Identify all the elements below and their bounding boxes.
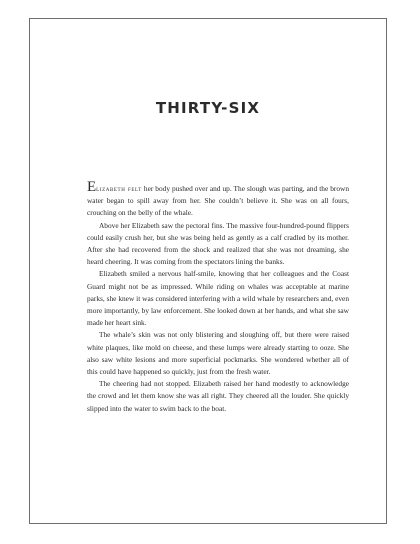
paragraph: The whale’s skin was not only blistering and sloughing off, but there were raised white plaques, like mold on cheese, and these lumps were already starting to ooze. She also saw white lesions and more superficial pockmarks. She wondered whether all of this could have happened so quickly, just from the fresh water. (87, 330, 349, 377)
chapter-body (87, 179, 349, 415)
chapter-title: THIRTY-SIX (155, 99, 261, 117)
opening-smallcaps: lizabeth felt (96, 184, 142, 193)
paragraph: Elizabeth smiled a nervous half-smile, knowing that her colleagues and the Coast Guard might not be as impressed. While riding on whales was acceptable at marine parks, she knew it was considered interfering with a wild whale by researchers and, even more importantly, by law enforcement. She looked down at her hands, and what she saw made her heart sink. (87, 269, 349, 328)
paragraph: The cheering had not stopped. Elizabeth raised her hand modestly to acknowledge the crowd and let them know she was all right. They cheered all the louder. She quickly slipped into the water to swim back to the boat. (87, 379, 349, 413)
opening-text: her body pushed over and up. The slough was parting, and the brown water began to spill away from her. She couldn’t believe it. She was on all fours, crouching on the belly of the whale. (87, 184, 349, 218)
opening-paragraph (87, 179, 349, 220)
book-page (29, 18, 387, 524)
opening-initial: E (87, 179, 97, 195)
paragraph: Above her Elizabeth saw the pectoral fins. The massive four-hundred-pound flippers could easily crush her, but she was being held as gently as a calf cradled by its mother. After she had recovered from the shock and realized that she was not dreaming, she heard cheering. It was coming from the spectators lining the banks. (87, 220, 349, 267)
